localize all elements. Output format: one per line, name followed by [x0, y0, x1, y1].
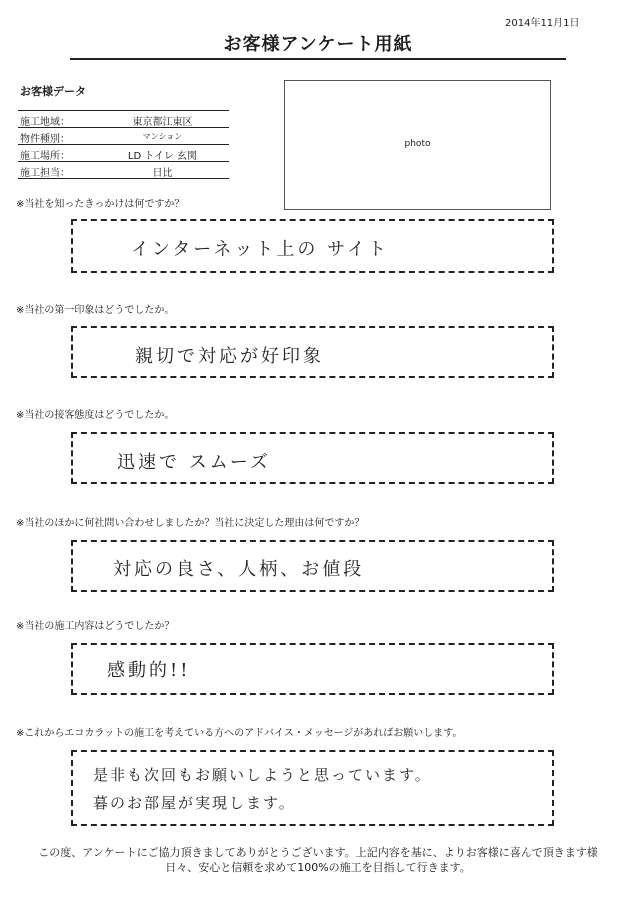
customer-data-heading: お客様データ [20, 85, 86, 98]
question-label: ※当社のほかに何社問い合わせしましたか？当社に決定した理由は何ですか？ [16, 518, 365, 529]
customer-label: 施工地域： [20, 117, 70, 128]
footer-message-line: この度、アンケートにご協力頂きましてありがとうございます。上記内容を基に、よりお客様に喜んで頂きます様 [38, 846, 598, 859]
customer-value: 日比 [152, 168, 173, 179]
customer-data-table [18, 110, 229, 179]
customer-row-property-type [18, 128, 229, 145]
customer-label: 物件種別： [20, 134, 70, 145]
photo-label: photo [404, 139, 431, 149]
handwritten-answer: 親切で対応が好印象 [135, 346, 324, 367]
customer-value: 東京都江東区 [132, 117, 193, 128]
handwritten-answer: 暮のお部屋が実現します。 [93, 794, 296, 812]
customer-value: マンション [142, 132, 183, 141]
customer-value: LD トイレ 玄関 [127, 151, 198, 162]
question-label: ※これからエコカラットの施工を考えている方へのアドバイス・メッセージがあればお願いします。 [16, 728, 463, 739]
customer-row-area [18, 110, 229, 128]
footer-message-line: 日々、安心と信頼を求めて100%の施工を目指して行きます。 [165, 861, 471, 874]
page-title: お客様アンケート用紙 [223, 34, 413, 55]
handwritten-answer: 是非も次回もお願いしようと思っています。 [93, 766, 432, 784]
question-label: ※当社の第一印象はどうでしたか。 [16, 305, 175, 316]
handwritten-answer: 感動的!! [107, 660, 191, 681]
answer-box [71, 326, 554, 378]
customer-label: 施工場所： [20, 151, 70, 162]
survey-date: 2014年11月1日 [505, 18, 580, 29]
handwritten-answer: 迅速で スムーズ [117, 452, 271, 473]
answer-box [71, 219, 554, 273]
question-label: ※当社を知ったきっかけは何ですか？ [16, 199, 185, 210]
answer-box [71, 750, 554, 826]
answer-box [71, 432, 554, 484]
answer-box [71, 643, 554, 695]
answer-box [71, 540, 554, 592]
handwritten-answer: インターネット上の サイト [131, 239, 389, 260]
customer-row-location [18, 145, 229, 162]
question-label: ※当社の施工内容はどうでしたか？ [16, 621, 175, 632]
customer-label: 施工担当： [20, 168, 70, 179]
question-label: ※当社の接客態度はどうでしたか。 [16, 410, 175, 421]
title-underline [70, 58, 566, 60]
customer-row-staff [18, 162, 229, 179]
handwritten-answer: 対応の良さ、人柄、お値段 [113, 559, 365, 580]
